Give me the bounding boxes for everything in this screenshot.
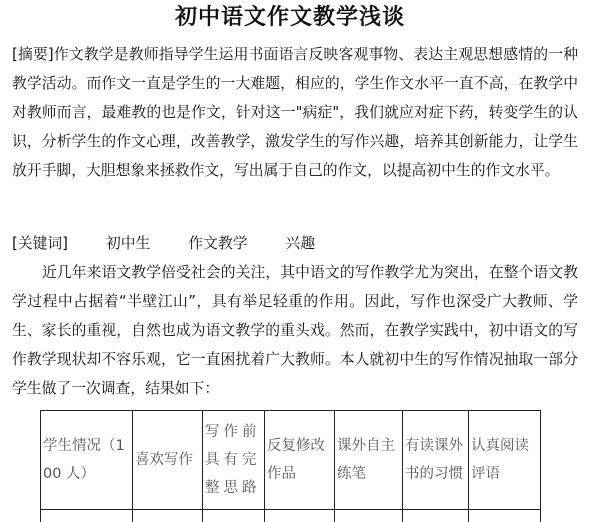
table-header-cell: 学生情况（100 人） (41, 411, 133, 510)
table-cell-cutoff (203, 510, 265, 522)
table-cell-cutoff (265, 510, 335, 522)
abstract-paragraph: [摘要]作文教学是教师指导学生运用书面语言反映客观事物、表达主观思想感情的一种教学活动。而作文一直是学生的一大难题，相应的，学生作文水平一直不高，在教学中对教师而言，最难教的也是作文，针对这一"病症"，我们就应对症下药，转变学生的认识，分析学生的作文心理，改善教学，激发学生的写作兴趣，培养其创新能力，让学生放开手脚，大胆想象来拯救作文，写出属于自己的作文，以提高初中生的作文水平。 (12, 46, 578, 179)
survey-table-wrapper (40, 410, 541, 522)
table-cell-cutoff (335, 510, 403, 522)
table-header-cell: 认真阅读评语 (469, 411, 541, 510)
document-title: 初中语文作文教学浅谈 (174, 5, 405, 30)
table-cell-cutoff (469, 510, 541, 522)
table-header-cell: 有读课外书的习惯 (403, 411, 469, 510)
table-cell-cutoff (403, 510, 469, 522)
keyword-item: 初中生 (105, 235, 151, 252)
table-cell-cutoff (133, 510, 203, 522)
table-header-cell: 课外自主练笔 (335, 411, 403, 510)
table-header-cell: 反复修改作品 (265, 411, 335, 510)
table-cell-cutoff (41, 510, 133, 522)
body-paragraph: 近几年来语文教学倍受社会的关注，其中语文的写作教学尤为突出，在整个语文教学过程中占据着“半壁江山”，具有举足轻重的作用。因此，写作也深受广大教师、学生、家长的重视，自然也成为语文教学的重头戏。然而，在教学实践中，初中语文的写作教学现状却不容乐观，它一直困扰着广大教师。本人就初中生的写作情况抽取一部分学生做了一次调查，结果如下： (12, 264, 578, 397)
keywords-label: [关键词] (12, 235, 68, 252)
table-header-cell: 喜欢写作 (133, 411, 203, 510)
table-header-cell: 写作前具有完整思路 (203, 411, 265, 510)
keyword-item: 作文教学 (188, 235, 248, 252)
survey-table (40, 410, 541, 522)
keyword-item: 兴趣 (285, 235, 316, 252)
keywords-line (12, 229, 578, 258)
table-row (41, 510, 541, 522)
table-header-row (41, 411, 541, 510)
